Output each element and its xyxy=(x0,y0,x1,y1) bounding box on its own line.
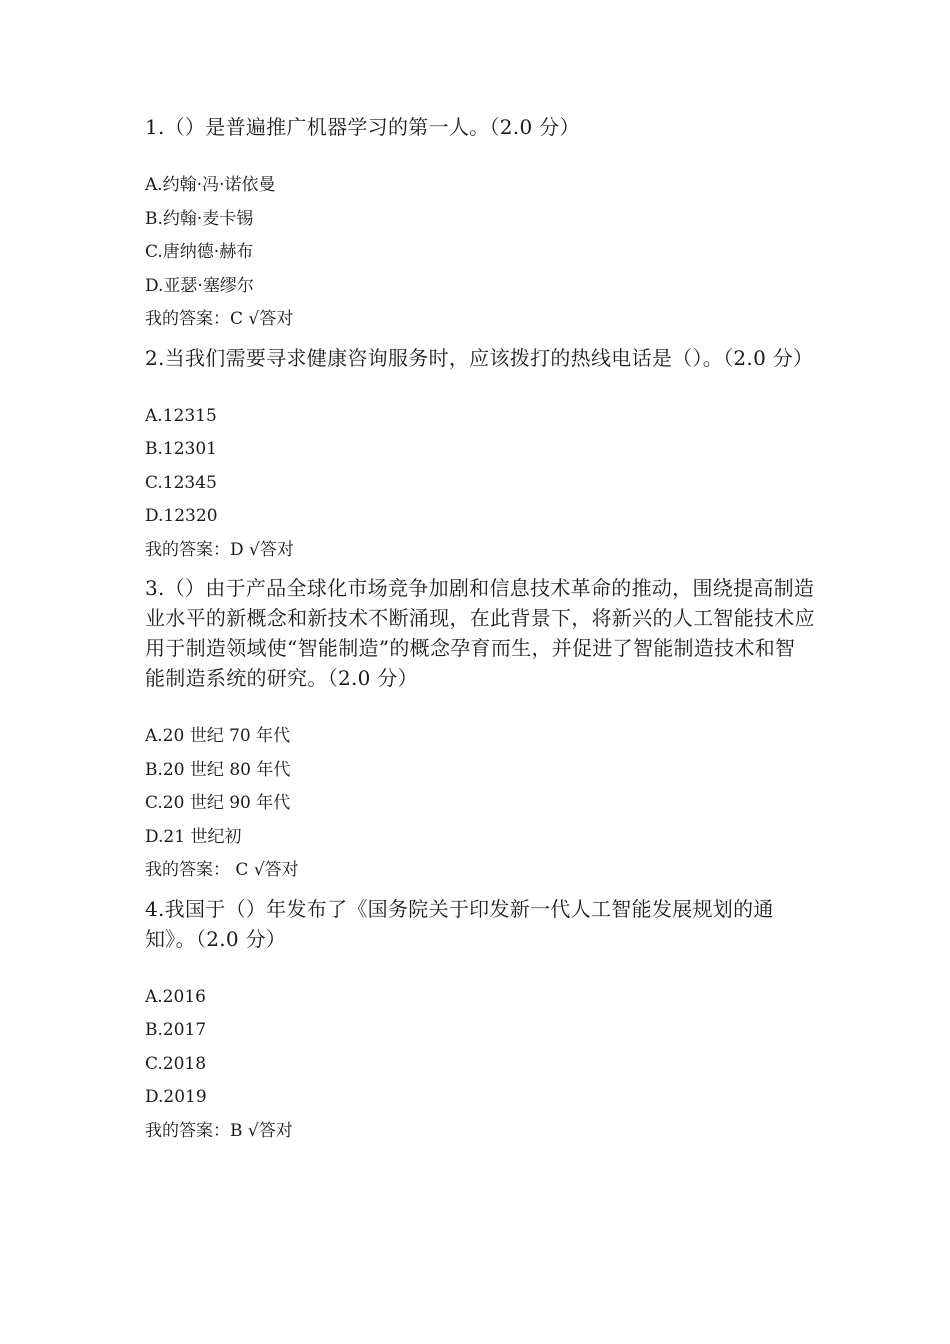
quiz-document xyxy=(145,112,815,1154)
question-text: 3.（）由于产品全球化市场竞争加剧和信息技术革命的推动，围绕提高制造业水平的新概念和新技术不断涌现，在此背景下，将新兴的人工智能技术应用于制造领域使“智能制造”的概念孕育而生，并促进了智能制造技术和智能制造系统的研究。（2.0 分） xyxy=(145,576,815,690)
question-2 xyxy=(145,343,815,568)
option-list xyxy=(145,169,815,303)
my-answer: 我的答案： C √答对 xyxy=(145,860,299,880)
option-b: B.20 世纪 80 年代 xyxy=(145,759,291,780)
question-text: 2.当我们需要寻求健康咨询服务时，应该拨打的热线电话是（）。（2.0 分） xyxy=(145,345,814,370)
option-list xyxy=(145,400,815,534)
option-b: B.约翰·麦卡锡 xyxy=(145,208,254,229)
option-d: D.21 世纪初 xyxy=(145,826,242,847)
option-d: D.亚瑟·塞缪尔 xyxy=(145,275,254,296)
question-3 xyxy=(145,573,815,888)
option-c: C.2018 xyxy=(145,1053,207,1074)
option-d: D.2019 xyxy=(145,1087,207,1107)
question-text: 1.（）是普遍推广机器学习的第一人。（2.0 分） xyxy=(145,115,580,139)
option-list xyxy=(145,981,815,1115)
question-text: 4.我国于（）年发布了《国务院关于印发新一代人工智能发展规划的通知》。（2.0 分） xyxy=(145,896,774,951)
my-answer: 我的答案：D √答对 xyxy=(145,539,294,560)
option-c: C.20 世纪 90 年代 xyxy=(145,793,291,813)
option-a: A.20 世纪 70 年代 xyxy=(145,726,291,746)
option-a: A.约翰·冯·诺依曼 xyxy=(145,175,276,195)
question-4 xyxy=(145,894,815,1149)
option-list xyxy=(145,720,815,854)
option-d: D.12320 xyxy=(145,506,218,526)
my-answer: 我的答案：B √答对 xyxy=(145,1120,293,1141)
option-c: C.12345 xyxy=(145,472,217,493)
option-a: A.2016 xyxy=(145,986,206,1007)
my-answer: 我的答案：C √答对 xyxy=(145,309,294,329)
option-b: B.12301 xyxy=(145,439,217,459)
option-b: B.2017 xyxy=(145,1020,207,1040)
question-1 xyxy=(145,112,815,337)
option-c: C.唐纳德·赫布 xyxy=(145,242,254,262)
option-a: A.12315 xyxy=(145,405,217,426)
